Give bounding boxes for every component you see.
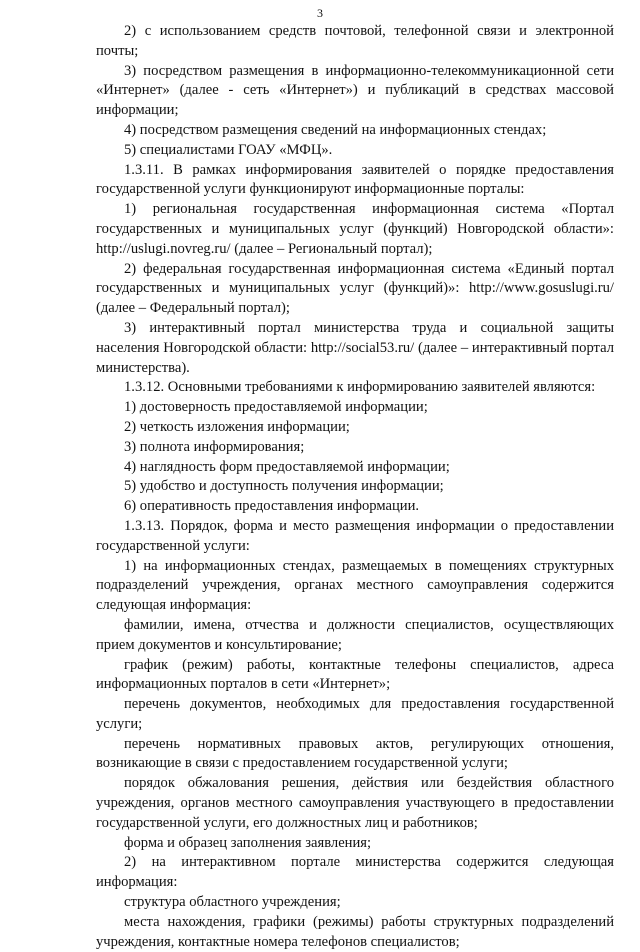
paragraph: места нахождения, графики (режимы) работы структурных подразделений учреждения, контактные номера телефонов специалистов;	[96, 913, 614, 950]
paragraph: 4) наглядность форм предоставляемой информации;	[124, 458, 450, 475]
paragraph: 3) посредством размещения в информационно-телекоммуникационной сети «Интернет» (далее - сеть «Интернет») и публикаций в средствах массовой информации;	[96, 62, 614, 119]
paragraph: 2) федеральная государственная информационная система «Единый портал государственных и муниципальных услуг (функций)»: http://www.gosuslugi.ru/ (далее – Федеральный портал);	[96, 260, 614, 317]
paragraph: 4) посредством размещения сведений на информационных стендах;	[124, 121, 547, 138]
paragraph: 1.3.13. Порядок, форма и место размещения информации о предоставлении государственной услуги:	[96, 517, 614, 554]
paragraph: порядок обжалования решения, действия или бездействия областного учреждения, органов местного самоуправления участвующего в предоставлении государственной услуги, его должностных лиц и работников;	[96, 775, 614, 831]
paragraph: 5) специалистами ГОАУ «МФЦ».	[124, 141, 333, 158]
paragraph: 1) на информационных стендах, размещаемых в помещениях структурных подразделений учреждения, органах местного самоуправления содержится следующая информация:	[96, 557, 614, 614]
paragraph: 2) на интерактивном портале министерства содержится следующая информация:	[96, 854, 614, 891]
paragraph: перечень нормативных правовых актов, регулирующих отношения, возникающие в связи с предоставлением государственной услуги;	[96, 735, 614, 772]
paragraph: 2) с использованием средств почтовой, телефонной связи и электронной почты;	[96, 23, 614, 59]
paragraph: 1.3.12. Основными требованиями к информированию заявителей являются:	[124, 379, 596, 396]
paragraph: перечень документов, необходимых для предоставления государственной услуги;	[96, 696, 614, 732]
paragraph: 1.3.11. В рамках информирования заявителей о порядке предоставления государственной услуги функционируют информационные порталы:	[96, 161, 614, 198]
paragraph: 5) удобство и доступность получения информации;	[124, 478, 444, 495]
document-body	[96, 22, 614, 952]
paragraph: 3) полнота информирования;	[124, 438, 305, 455]
paragraph: 6) оперативность предоставления информации.	[124, 498, 420, 515]
paragraph: форма и образец заполнения заявления;	[124, 834, 372, 851]
paragraph: 1) достоверность предоставляемой информации;	[124, 399, 428, 416]
paragraph: график (режим) работы, контактные телефоны специалистов, адреса информационных порталов в сети «Интернет»;	[96, 656, 614, 693]
page-number: 3	[317, 6, 323, 20]
paragraph: 2) четкость изложения информации;	[124, 418, 350, 435]
paragraph: фамилии, имена, отчества и должности специалистов, осуществляющих прием документов и консультирование;	[96, 616, 614, 653]
paragraph: 3) интерактивный портал министерства труда и социальной защиты населения Новгородской области: http://social53.ru/ (далее – интерактивный портал министерства).	[96, 319, 614, 376]
paragraph: структура областного учреждения;	[124, 894, 341, 911]
paragraph: 1) региональная государственная информационная система «Портал государственных и муниципальных услуг (функций) Новгородской области»: http://uslugi.novreg.ru/ (далее – Региональный портал);	[96, 201, 614, 257]
